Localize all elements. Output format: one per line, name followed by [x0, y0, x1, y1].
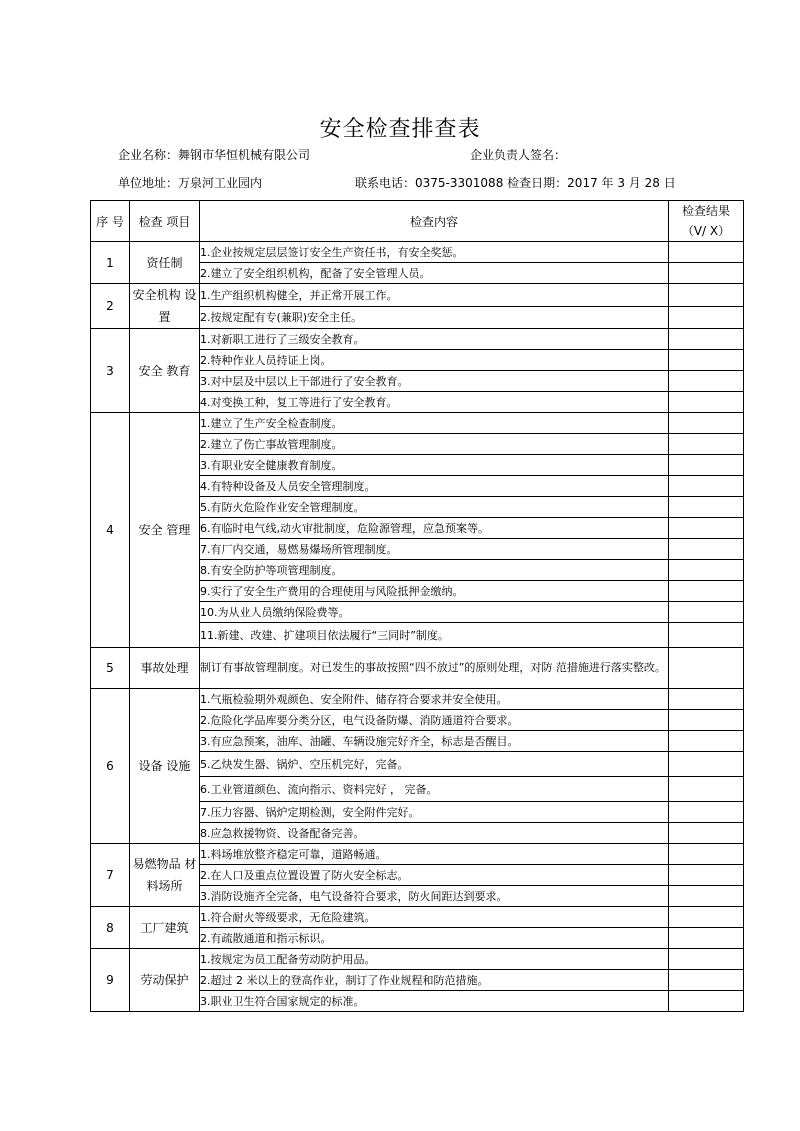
check-item: 1.企业按规定层层签订安全生产资任书，有安全奖惩。: [200, 242, 669, 263]
check-item: 2.有疏散通道和指示标识。: [200, 928, 669, 949]
check-item: 2.按规定配有专(兼职)安全主任。: [200, 306, 669, 329]
result-cell[interactable]: [669, 949, 744, 970]
result-cell[interactable]: [669, 350, 744, 371]
check-item: 11.新建、改建、扩建项目依法履行“三同时”制度。: [200, 623, 669, 648]
check-item: 4.对变换工种，复工等进行了安全教育。: [200, 392, 669, 413]
check-item: 9.实行了安全生产费用的合理使用与风险抵押金缴纳。: [200, 581, 669, 602]
check-item: 6.有临时电气线,动火审批制度，危险源管理，应急预案等。: [200, 518, 669, 539]
table-row: [91, 844, 744, 865]
result-cell[interactable]: [669, 497, 744, 518]
result-cell[interactable]: [669, 560, 744, 581]
result-cell[interactable]: [669, 242, 744, 263]
result-cell[interactable]: [669, 371, 744, 392]
table-row: [91, 413, 744, 434]
section-no: 3: [91, 329, 130, 413]
result-cell[interactable]: [669, 392, 744, 413]
table-row: [91, 907, 744, 928]
section-name: 劳动保护: [130, 949, 200, 1012]
section-no: 6: [91, 689, 130, 844]
check-item: 1.符合耐火等级要求，无危险建筑。: [200, 907, 669, 928]
section-name: 资任制: [130, 242, 200, 284]
address-value: 万泉河工业园内: [178, 176, 263, 190]
check-item: 1.气瓶检验期外观颜色、安全附件、储存符合要求并安全使用。: [200, 689, 669, 710]
result-cell[interactable]: [669, 865, 744, 886]
check-item: 7.压力容器、锅炉定期检测，安全附件完好。: [200, 802, 669, 823]
result-cell[interactable]: [669, 284, 744, 307]
check-item: 8.有安全防护等项管理制度。: [200, 560, 669, 581]
section-no: 1: [91, 242, 130, 284]
date-value: 2017 年 3 月 28 日: [567, 176, 676, 190]
phone-label: 联系电话：: [355, 176, 416, 190]
check-item: 3.有应急预案，油库、油罐、车辆设施完好齐全，标志是否醒目。: [200, 731, 669, 752]
check-item: 1.建立了生产安全检查制度。: [200, 413, 669, 434]
result-cell[interactable]: [669, 648, 744, 689]
section-no: 7: [91, 844, 130, 907]
check-item: 3.消防设施齐全完备，电气设备符合要求，防火间距达到要求。: [200, 886, 669, 907]
check-item: 2.特种作业人员持证上岗。: [200, 350, 669, 371]
result-cell[interactable]: [669, 991, 744, 1012]
result-cell[interactable]: [669, 306, 744, 329]
check-item: 10.为从业人员缴纳保险费等。: [200, 602, 669, 623]
company-name-label: 企业名称：: [118, 148, 179, 162]
check-item: 制订有事故管理制度。对已发生的事故按照“四不放过”的原则处理，对防 范措施进行落实整改。: [200, 648, 669, 689]
page-title: 安全检查排查表: [319, 117, 481, 142]
check-item: 2.危险化学品库要分类分区，电气设备防爆、消防通道符合要求。: [200, 710, 669, 731]
check-item: 5.有防火危险作业安全管理制度。: [200, 497, 669, 518]
result-cell[interactable]: [669, 623, 744, 648]
result-cell[interactable]: [669, 539, 744, 560]
section-name: 安全 管理: [130, 413, 200, 648]
owner-signature-label: 企业负责人签名：: [470, 148, 567, 162]
check-item: 1.对新职工进行了三级安全教育。: [200, 329, 669, 350]
result-cell[interactable]: [669, 802, 744, 823]
section-no: 2: [91, 284, 130, 329]
check-item: 1.按规定为员工配备劳动防护用品。: [200, 949, 669, 970]
check-item: 3.有职业安全健康教育制度。: [200, 455, 669, 476]
section-name: 设备 设施: [130, 689, 200, 844]
table-row: [91, 689, 744, 710]
check-item: 5.乙炔发生器、锅炉、空压机完好，完备。: [200, 752, 669, 777]
result-cell[interactable]: [669, 777, 744, 802]
section-no: 5: [91, 648, 130, 689]
check-item: 8.应急救援物资、设备配备完善。: [200, 823, 669, 844]
date-label: 检查日期：: [507, 176, 568, 190]
table-header-row: [91, 201, 744, 242]
result-cell[interactable]: [669, 518, 744, 539]
result-cell[interactable]: [669, 455, 744, 476]
check-item: 2.建立了安全组织机构，配备了安全管理人员。: [200, 263, 669, 284]
company-name-value: 舞钢市华恒机械有限公司: [178, 148, 311, 162]
section-no: 9: [91, 949, 130, 1012]
check-item: 4.有特种设备及人员安全管理制度。: [200, 476, 669, 497]
check-item: 2.超过 2 米以上的登高作业，制订了作业规程和防范措施。: [200, 970, 669, 991]
check-item: 1.生产组织机构健全，并正常开展工作。: [200, 284, 669, 307]
check-item: 2.在人口及重点位置设置了防火安全标志。: [200, 865, 669, 886]
phone-value: 0375-3301088: [415, 176, 504, 190]
result-cell[interactable]: [669, 263, 744, 284]
table-row: [91, 648, 744, 689]
section-name: 易燃物品 材料场所: [130, 844, 200, 907]
result-cell[interactable]: [669, 886, 744, 907]
result-cell[interactable]: [669, 689, 744, 710]
header-result-line2: （V/ X）: [681, 224, 731, 238]
check-item: 3.对中层及中层以上干部进行了安全教育。: [200, 371, 669, 392]
result-cell[interactable]: [669, 413, 744, 434]
check-item: 2.建立了伤亡事故管理制度。: [200, 434, 669, 455]
section-no: 8: [91, 907, 130, 949]
section-name: 工厂建筑: [130, 907, 200, 949]
result-cell[interactable]: [669, 970, 744, 991]
result-cell[interactable]: [669, 844, 744, 865]
result-cell[interactable]: [669, 434, 744, 455]
result-cell[interactable]: [669, 329, 744, 350]
result-cell[interactable]: [669, 602, 744, 623]
header-content: 检查内容: [200, 201, 669, 242]
inspection-table: [90, 200, 744, 1012]
contact-line: [355, 174, 676, 191]
header-result-line1: 检查结果: [681, 204, 730, 218]
header-result: [669, 201, 744, 242]
company-name-line: [118, 146, 310, 163]
check-item: 3.职业卫生符合国家规定的标准。: [200, 991, 669, 1012]
address-line: [118, 174, 262, 191]
check-item: 1.料场堆放整齐稳定可靠，道路畅通。: [200, 844, 669, 865]
address-label: 单位地址：: [118, 176, 179, 190]
result-cell[interactable]: [669, 907, 744, 928]
result-cell[interactable]: [669, 731, 744, 752]
check-item: 6.工业管道颜色、流向指示、资料完好 ， 完备。: [200, 777, 669, 802]
table-row: [91, 949, 744, 970]
result-cell[interactable]: [669, 476, 744, 497]
section-name: 安全机构 设置: [130, 284, 200, 329]
result-cell[interactable]: [669, 752, 744, 777]
section-no: 4: [91, 413, 130, 648]
table-row: [91, 329, 744, 350]
check-item: 7.有厂内交通，易燃易爆场所管理制度。: [200, 539, 669, 560]
result-cell[interactable]: [669, 710, 744, 731]
table-row: [91, 242, 744, 263]
result-cell[interactable]: [669, 581, 744, 602]
header-item: 检查 项目: [130, 201, 200, 242]
section-name: 事故处理: [130, 648, 200, 689]
result-cell[interactable]: [669, 928, 744, 949]
result-cell[interactable]: [669, 823, 744, 844]
header-no: 序 号: [91, 201, 130, 242]
section-name: 安全 教育: [130, 329, 200, 413]
table-row: [91, 284, 744, 307]
